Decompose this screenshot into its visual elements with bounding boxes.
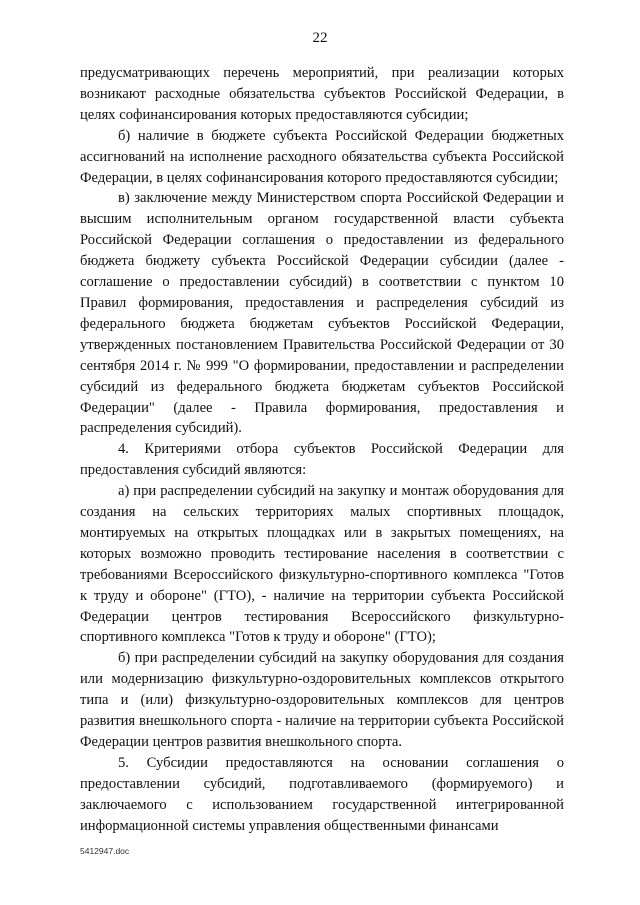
paragraph-continuation: предусматривающих перечень мероприятий, при реализации которых возникают расходные обязательства субъектов Российской Федерации, в целях софинансирования которых предоставляются субсидии; [80,65,564,123]
footer-doc-id: 5412947.doc [80,846,130,856]
paragraph-item-b-2: б) при распределении субсидий на закупку оборудования для создания или модернизацию физкультурно-оздоровительных комплексов открытого типа и (или) физкультурно-оздоровительных комплексов для центров развития внешкольного спорта - наличие на территории субъекта Российской Федерации центров развития внешкольного спорта. [80,650,564,750]
paragraph-section-4: 4. Критериями отбора субъектов Российской Федерации для предоставления субсидий являются: [80,441,564,479]
document-body [80,63,564,837]
page-number: 22 [312,30,328,46]
paragraph-item-a: а) при распределении субсидий на закупку и монтаж оборудования для создания на сельских территориях малых спортивных площадок, монтируемых на открытых площадках или в закрытых помещениях, на которых возможно проводить тестирование населения в соответствии с требованиями Всероссийского физкультурно-спортивного комплекса "Готов к труду и обороне" (ГТО), - наличие на территории субъекта Российской Федерации центров тестирования Всероссийского физкультурно-спортивного комплекса "Готов к труду и обороне" (ГТО); [80,483,564,646]
paragraph-item-b: б) наличие в бюджете субъекта Российской Федерации бюджетных ассигнований на исполнение расходного обязательства субъекта Российской Федерации, в целях софинансирования которого предоставляются субсидии; [80,127,564,186]
paragraph-section-5: 5. Субсидии предоставляются на основании соглашения о предоставлении субсидий, подготавливаемого (формируемого) и заключаемого с использованием государственной интегрированной информационной системы управления общественными финансами [80,754,564,834]
paragraph-item-v: в) заключение между Министерством спорта Российской Федерации и высшим исполнительным органом государственной власти субъекта Российской Федерации соглашения о предоставлении из федерального бюджета бюджету субъекта Российской Федерации субсидии (далее - соглашение о предоставлении субсидий) в соответствии с пунктом 10 Правил формирования, предоставления и распределения субсидий из федерального бюджета бюджетам субъектов Российской Федерации, утвержденных постановлением Правительства Российской Федерации от 30 сентября 2014 г. № 999 "О формировании, предоставлении и распределении субсидий из федерального бюджета бюджетам субъектов Российской Федерации" (далее - Правила формирования, предоставления и распределения субсидий). [80,190,564,437]
